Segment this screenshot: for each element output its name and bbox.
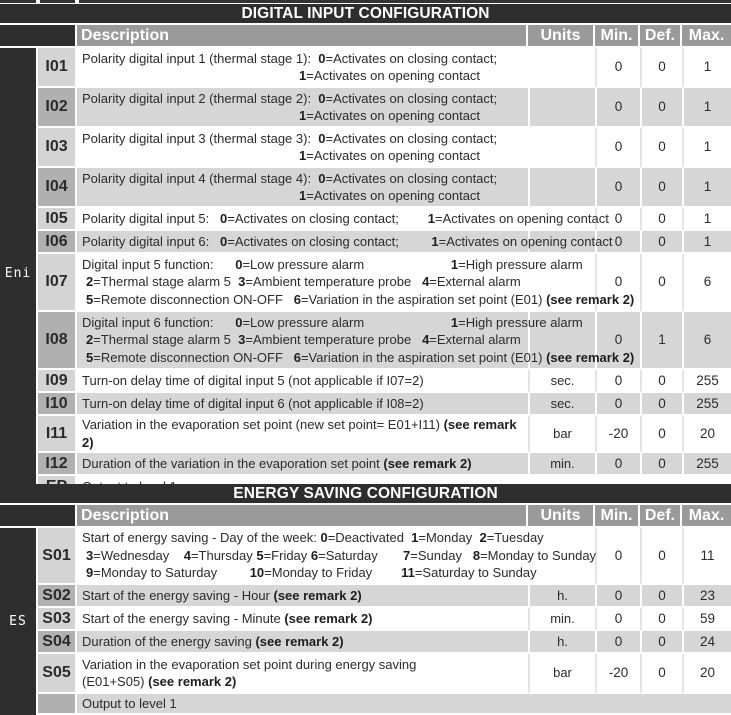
table-row (0, 208, 731, 231)
param-def: 0 (640, 608, 682, 631)
param-def: 0 (640, 231, 682, 254)
param-code: I10 (38, 393, 77, 416)
param-def: 0 (640, 128, 682, 168)
param-min: 0 (595, 128, 640, 168)
table-row (0, 694, 731, 715)
header-units: Units (528, 505, 595, 528)
param-def: 0 (640, 370, 682, 393)
param-description: Variation in the evaporation set point during energy saving (E01+S05) (see remark 2) (77, 654, 528, 694)
param-max: 23 (682, 585, 731, 608)
header-units: Units (528, 25, 595, 48)
param-max: 59 (682, 608, 731, 631)
param-def: 0 (640, 168, 682, 208)
param-min: 0 (595, 528, 640, 585)
param-code: S05 (38, 654, 77, 694)
param-def: 0 (640, 453, 682, 476)
param-units: bar (528, 416, 595, 453)
param-max: 255 (682, 453, 731, 476)
param-def: 0 (640, 393, 682, 416)
param-min: 0 (595, 254, 640, 312)
param-code: I02 (38, 88, 77, 128)
param-description: Start of the energy saving - Minute (see remark 2) (77, 608, 528, 631)
param-code: I04 (38, 168, 77, 208)
param-description: Polarity digital input 3 (thermal stage 3): 0=Activates on closing contact; 1=Activates on opening contact (77, 128, 528, 168)
header-blank (0, 505, 77, 528)
param-min: -20 (595, 654, 640, 694)
table-row (0, 416, 731, 453)
param-units: h. (528, 585, 595, 608)
param-units: sec. (528, 393, 595, 416)
table-row (0, 370, 731, 393)
table-row (0, 168, 731, 208)
param-code: I01 (38, 48, 77, 88)
param-units: h. (528, 631, 595, 654)
param-def: 0 (640, 254, 682, 312)
param-description: Polarity digital input 5: 0=Activates on closing contact; 1=Activates on opening contact (77, 208, 528, 231)
param-max: 1 (682, 208, 731, 231)
param-code: I05 (38, 208, 77, 231)
param-min: 0 (595, 312, 640, 370)
table-row (0, 88, 731, 128)
param-max: 1 (682, 128, 731, 168)
param-description: Polarity digital input 1 (thermal stage 1): 0=Activates on closing contact; 1=Activates on opening contact (77, 48, 528, 88)
param-units: min. (528, 608, 595, 631)
param-def: 0 (640, 528, 682, 585)
param-units: sec. (528, 370, 595, 393)
header-blank (0, 25, 77, 48)
table-row (0, 128, 731, 168)
table-row (0, 254, 731, 312)
param-code: I09 (38, 370, 77, 393)
param-description: Polarity digital input 6: 0=Activates on closing contact; 1=Activates on opening contact (77, 231, 528, 254)
header-def: Def. (640, 505, 682, 528)
param-def: 0 (640, 48, 682, 88)
table-row (0, 654, 731, 694)
param-description: Variation in the evaporation set point (new set point= E01+I11) (see remark 2) (77, 416, 528, 453)
param-code: I07 (38, 254, 77, 312)
header-description: Description (77, 25, 528, 48)
param-code: I11 (38, 416, 77, 453)
param-code: I03 (38, 128, 77, 168)
energy-saving-table (0, 484, 731, 715)
table-row (0, 231, 731, 254)
param-min: 0 (595, 88, 640, 128)
param-units (528, 128, 595, 168)
param-def: 0 (640, 585, 682, 608)
param-max: 1 (682, 231, 731, 254)
param-code: I08 (38, 312, 77, 370)
param-min: 0 (595, 370, 640, 393)
header-max: Max. (682, 25, 731, 48)
param-def: 0 (640, 88, 682, 128)
param-max: 11 (682, 528, 731, 585)
param-code: I06 (38, 231, 77, 254)
param-description: Digital input 5 function: 0=Low pressure alarm 1=High pressure alarm 2=Thermal stage alarm 5 3=Ambient temperature probe 4=External alarm 5=Remote disconnection ON-OFF 6=Variation in the aspiration set point (E01) (see remark 2) (77, 254, 528, 312)
param-description: Duration of the energy saving (see remark 2) (77, 631, 528, 654)
param-units (528, 168, 595, 208)
param-min: -20 (595, 416, 640, 453)
param-code (38, 694, 77, 715)
header-def: Def. (640, 25, 682, 48)
table-row (0, 528, 731, 585)
param-code: I12 (38, 453, 77, 476)
param-min: 0 (595, 585, 640, 608)
digital-input-table (0, 4, 731, 499)
param-description: Turn-on delay time of digital input 5 (not applicable if I07=2) (77, 370, 528, 393)
param-max: 6 (682, 254, 731, 312)
header-min: Min. (595, 505, 640, 528)
param-min: 0 (595, 48, 640, 88)
param-min: 0 (595, 231, 640, 254)
table-row (0, 608, 731, 631)
table-row (0, 453, 731, 476)
param-max: 1 (682, 88, 731, 128)
param-def: 0 (640, 631, 682, 654)
param-units (528, 88, 595, 128)
param-code: S02 (38, 585, 77, 608)
param-max: 6 (682, 312, 731, 370)
param-description: Digital input 6 function: 0=Low pressure alarm 1=High pressure alarm 2=Thermal stage alarm 5 3=Ambient temperature probe 4=External alarm 5=Remote disconnection ON-OFF 6=Variation in the aspiration set point (E01) (see remark 2) (77, 312, 528, 370)
table-row (0, 48, 731, 88)
param-description: Start of the energy saving - Hour (see remark 2) (77, 585, 528, 608)
group-label-es: ES (0, 528, 38, 715)
param-max: 1 (682, 48, 731, 88)
param-description: Output to level 1 (77, 694, 731, 715)
param-units (528, 48, 595, 88)
param-max: 20 (682, 654, 731, 694)
param-def: 0 (640, 208, 682, 231)
param-description: Turn-on delay time of digital input 6 (not applicable if I08=2) (77, 393, 528, 416)
header-max: Max. (682, 505, 731, 528)
table-row (0, 393, 731, 416)
param-code: S03 (38, 608, 77, 631)
param-min: 0 (595, 608, 640, 631)
param-def: 0 (640, 416, 682, 453)
param-description: Start of energy saving - Day of the week: 0=Deactivated 1=Monday 2=Tuesday 3=Wednesday 4=Thursday 5=Friday 6=Saturday 7=Sunday 8=Monday to Sunday 9=Monday to Saturday 10=Monday to Friday 11=Saturday to Sunday (77, 528, 528, 585)
param-min: 0 (595, 453, 640, 476)
section-title: DIGITAL INPUT CONFIGURATION (0, 4, 731, 25)
param-max: 20 (682, 416, 731, 453)
param-def: 1 (640, 312, 682, 370)
param-code: S04 (38, 631, 77, 654)
section-title: ENERGY SAVING CONFIGURATION (0, 484, 731, 505)
param-description: Polarity digital input 4 (thermal stage 4): 0=Activates on closing contact; 1=Activates on opening contact (77, 168, 528, 208)
param-min: 0 (595, 208, 640, 231)
param-description: Duration of the variation in the evaporation set point (see remark 2) (77, 453, 528, 476)
group-label-eni: Eni (0, 48, 38, 499)
param-max: 1 (682, 168, 731, 208)
param-max: 255 (682, 370, 731, 393)
param-code: S01 (38, 528, 77, 585)
param-min: 0 (595, 393, 640, 416)
param-min: 0 (595, 631, 640, 654)
table-row (0, 631, 731, 654)
table-row (0, 585, 731, 608)
param-max: 24 (682, 631, 731, 654)
param-min: 0 (595, 168, 640, 208)
param-def: 0 (640, 654, 682, 694)
param-units: bar (528, 654, 595, 694)
param-max: 255 (682, 393, 731, 416)
header-description: Description (77, 505, 528, 528)
param-units: min. (528, 453, 595, 476)
header-min: Min. (595, 25, 640, 48)
param-description: Polarity digital input 2 (thermal stage 2): 0=Activates on closing contact; 1=Activates on opening contact (77, 88, 528, 128)
table-row (0, 312, 731, 370)
